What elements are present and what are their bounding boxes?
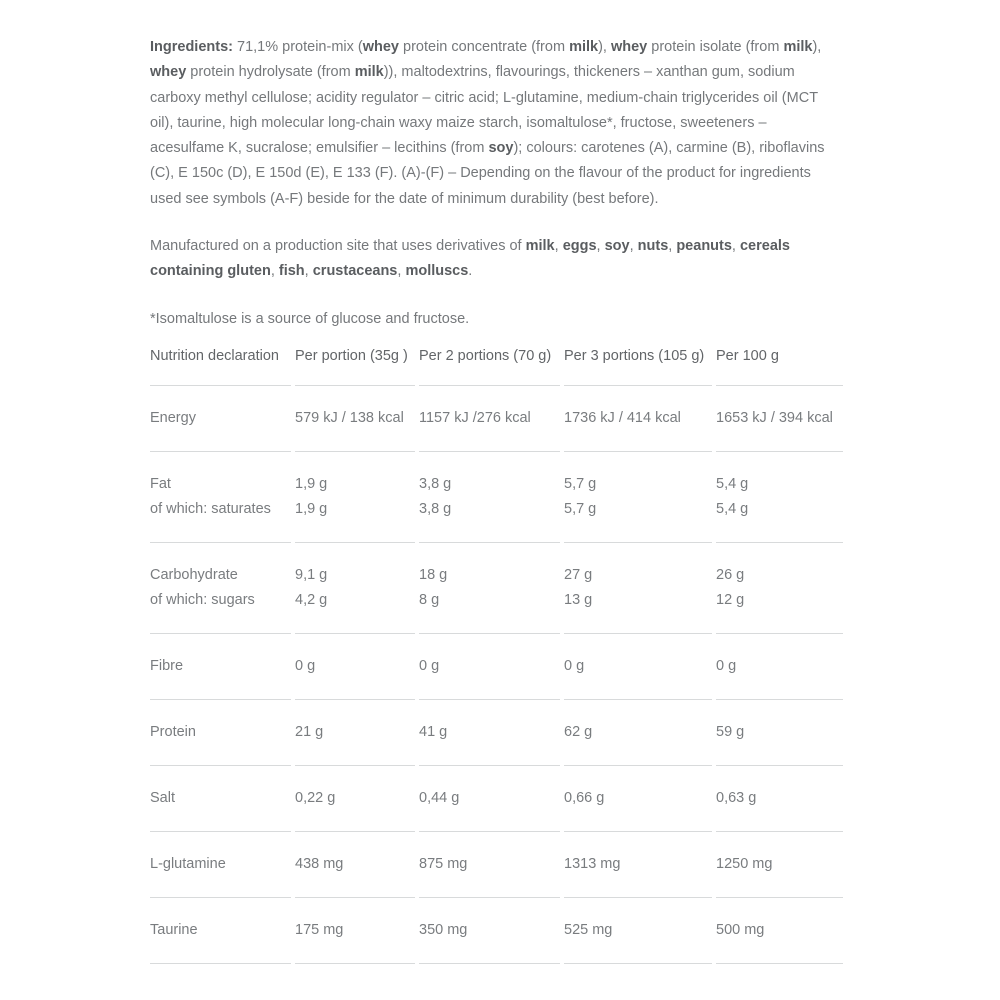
cell-line: 3,8 g <box>419 500 452 517</box>
nutrient-value-cell <box>716 543 843 634</box>
nutrient-value-cell <box>564 543 712 634</box>
nutrient-label-cell <box>150 898 291 964</box>
cell-line: of which: sugars <box>150 591 255 608</box>
table-row <box>150 832 843 898</box>
cell-line: 579 kJ / 138 kcal <box>295 409 404 426</box>
col-header-per-2-portions: Per 2 portions (70 g) <box>419 341 560 386</box>
nutrient-value-cell <box>419 543 560 634</box>
nutrient-label-cell <box>150 452 291 543</box>
text-segment: . <box>468 263 473 280</box>
nutrient-label-cell <box>150 700 291 766</box>
cell-line: 1250 mg <box>716 855 773 872</box>
cell-line: 21 g <box>295 723 324 740</box>
cell-line: 3,8 g <box>419 475 452 492</box>
cell-line: Energy <box>150 409 196 426</box>
cell-line: 1,9 g <box>295 500 328 517</box>
cell-line: L-glutamine <box>150 855 226 872</box>
table-row <box>150 898 843 964</box>
bold-text-segment: soy <box>604 238 630 255</box>
cell-line: 875 mg <box>419 855 468 872</box>
bold-text-segment: milk <box>783 39 813 55</box>
nutrient-value-cell <box>716 452 843 543</box>
nutrient-value-cell <box>716 832 843 898</box>
nutrient-label-cell <box>150 634 291 700</box>
cell-line: 12 g <box>716 591 745 608</box>
cell-line: 59 g <box>716 723 745 740</box>
nutrient-value-cell <box>716 700 843 766</box>
cell-line: 1653 kJ / 394 kcal <box>716 409 833 426</box>
text-segment: , <box>731 238 740 255</box>
cell-line: 1,9 g <box>295 475 328 492</box>
cell-line: Fat <box>150 475 171 492</box>
bold-text-segment: crustaceans <box>312 263 398 280</box>
nutrient-value-cell <box>295 832 415 898</box>
cell-line: 1736 kJ / 414 kcal <box>564 409 681 426</box>
nutrient-value-cell <box>295 766 415 832</box>
nutrient-value-cell <box>295 452 415 543</box>
nutrient-value-cell <box>295 634 415 700</box>
text-segment: ), <box>598 39 611 55</box>
text-segment: , <box>596 238 605 255</box>
nutrient-value-cell <box>419 452 560 543</box>
cell-line: Carbohydrate <box>150 566 238 583</box>
bold-text-segment: milk <box>525 238 555 255</box>
cell-line: 1313 mg <box>564 855 621 872</box>
cell-line: 27 g <box>564 566 593 583</box>
text-segment: Manufactured on a production site that uses derivatives of <box>150 238 526 255</box>
cell-line: of which: saturates <box>150 500 271 517</box>
cell-line: 13 g <box>564 591 593 608</box>
bold-text-segment: milk <box>354 64 384 81</box>
cell-line: 41 g <box>419 723 448 740</box>
table-row <box>150 543 843 634</box>
col-header-per-100g: Per 100 g <box>716 341 843 386</box>
product-nutrition-section <box>150 0 843 964</box>
text-segment: , <box>629 238 638 255</box>
nutrient-label-cell <box>150 386 291 452</box>
table-row <box>150 766 843 832</box>
cell-line: 0,63 g <box>716 789 757 806</box>
nutrient-value-cell <box>295 386 415 452</box>
cell-line: 5,4 g <box>716 475 749 492</box>
table-header-row <box>150 341 843 386</box>
table-row <box>150 634 843 700</box>
nutrient-value-cell <box>716 386 843 452</box>
col-header-per-3-portions: Per 3 portions (105 g) <box>564 341 712 386</box>
cell-line: Protein <box>150 723 196 740</box>
cell-line: 9,1 g <box>295 566 328 583</box>
cell-line: 18 g <box>419 566 448 583</box>
cell-line: 0,66 g <box>564 789 605 806</box>
nutrient-label-cell <box>150 543 291 634</box>
text-segment: )), maltodextrins, flavourings, thickeners – xanthan gum, sodium carboxy methyl cellulose; acidity regulator – citric acid; L-glutamine, medium-chain triglycerides oil (MCT oil), taurine, high molecular long-chain waxy maize starch, isomaltulose*, fructose, sweeteners – acesulfame K, sucralose; emulsifier – lecithins (from <box>150 64 818 157</box>
isomaltulose-note: *Isomaltulose is a source of glucose and fructose. <box>150 310 470 327</box>
text-segment: ), <box>812 39 822 55</box>
text-segment: protein isolate (from <box>647 39 784 55</box>
bold-text-segment: cereals containing gluten <box>150 238 790 280</box>
nutrient-value-cell <box>564 832 712 898</box>
cell-line: 500 mg <box>716 921 765 938</box>
col-header-nutrition-declaration: Nutrition declaration <box>150 341 291 386</box>
bold-text-segment: whey <box>150 64 187 81</box>
cell-line: 0 g <box>716 657 737 674</box>
cell-line: 0 g <box>564 657 585 674</box>
cell-line: 5,7 g <box>564 475 597 492</box>
text-segment: , <box>668 238 677 255</box>
nutrient-value-cell <box>564 386 712 452</box>
text-segment: , <box>554 238 563 255</box>
cell-line: 4,2 g <box>295 591 328 608</box>
nutrient-value-cell <box>716 766 843 832</box>
cell-line: 0 g <box>419 657 440 674</box>
nutrient-value-cell <box>295 898 415 964</box>
nutrient-value-cell <box>419 386 560 452</box>
text-segment: protein hydrolysate (from <box>186 64 355 81</box>
cell-line: Taurine <box>150 921 198 938</box>
cell-line: 1157 kJ /276 kcal <box>419 409 531 426</box>
bold-text-segment: fish <box>278 263 305 280</box>
bold-text-segment: whey <box>362 39 399 55</box>
nutrient-value-cell <box>564 766 712 832</box>
cell-line: 438 mg <box>295 855 344 872</box>
bold-text-segment: nuts <box>637 238 669 255</box>
ingredients-paragraph <box>150 35 843 212</box>
cell-line: 0,44 g <box>419 789 460 806</box>
cell-line: 525 mg <box>564 921 613 938</box>
cell-line: 8 g <box>419 591 440 608</box>
cell-line: Fibre <box>150 657 184 674</box>
table-row <box>150 700 843 766</box>
text-segment: protein concentrate (from <box>399 39 570 55</box>
cell-line: 0,22 g <box>295 789 336 806</box>
col-header-per-portion: Per portion (35g ) <box>295 341 415 386</box>
cell-line: 26 g <box>716 566 745 583</box>
allergen-paragraph <box>150 234 843 285</box>
bold-text-segment: Ingredients: <box>150 39 233 55</box>
nutrient-value-cell <box>295 700 415 766</box>
bold-text-segment: milk <box>569 39 599 55</box>
bold-text-segment: peanuts <box>676 238 732 255</box>
nutrient-value-cell <box>716 634 843 700</box>
cell-line: Salt <box>150 789 175 806</box>
bold-text-segment: molluscs <box>405 263 469 280</box>
text-segment: 71,1% protein-mix ( <box>232 39 363 55</box>
nutrient-value-cell <box>716 898 843 964</box>
bold-text-segment: eggs <box>562 238 597 255</box>
nutrient-value-cell <box>419 700 560 766</box>
bold-text-segment: whey <box>610 39 648 55</box>
cell-line: 175 mg <box>295 921 344 938</box>
nutrient-value-cell <box>564 634 712 700</box>
cell-line: 62 g <box>564 723 593 740</box>
table-row <box>150 386 843 452</box>
text-segment: , <box>304 263 313 280</box>
nutrient-value-cell <box>419 832 560 898</box>
nutrient-label-cell <box>150 832 291 898</box>
cell-line: 350 mg <box>419 921 468 938</box>
cell-line: 5,4 g <box>716 500 749 517</box>
nutrient-value-cell <box>295 543 415 634</box>
text-segment: , <box>270 263 279 280</box>
bold-text-segment: soy <box>488 140 514 157</box>
cell-line: 0 g <box>295 657 316 674</box>
text-segment: , <box>397 263 406 280</box>
nutrient-value-cell <box>564 898 712 964</box>
nutrient-value-cell <box>564 452 712 543</box>
nutrition-table <box>146 341 847 964</box>
nutrient-value-cell <box>419 634 560 700</box>
table-row <box>150 452 843 543</box>
nutrient-label-cell <box>150 766 291 832</box>
nutrient-value-cell <box>564 700 712 766</box>
nutrient-value-cell <box>419 898 560 964</box>
text-segment: ); colours: carotenes (A), carmine (B), riboflavins (C), E 150c (D), E 150d (E), E 133 (F). (A)-(F) – Depending on the flavour of the product for ingredients used see symbols (A-F) beside for the date of minimum durability (best before). <box>150 140 825 207</box>
cell-line: 5,7 g <box>564 500 597 517</box>
nutrient-value-cell <box>419 766 560 832</box>
